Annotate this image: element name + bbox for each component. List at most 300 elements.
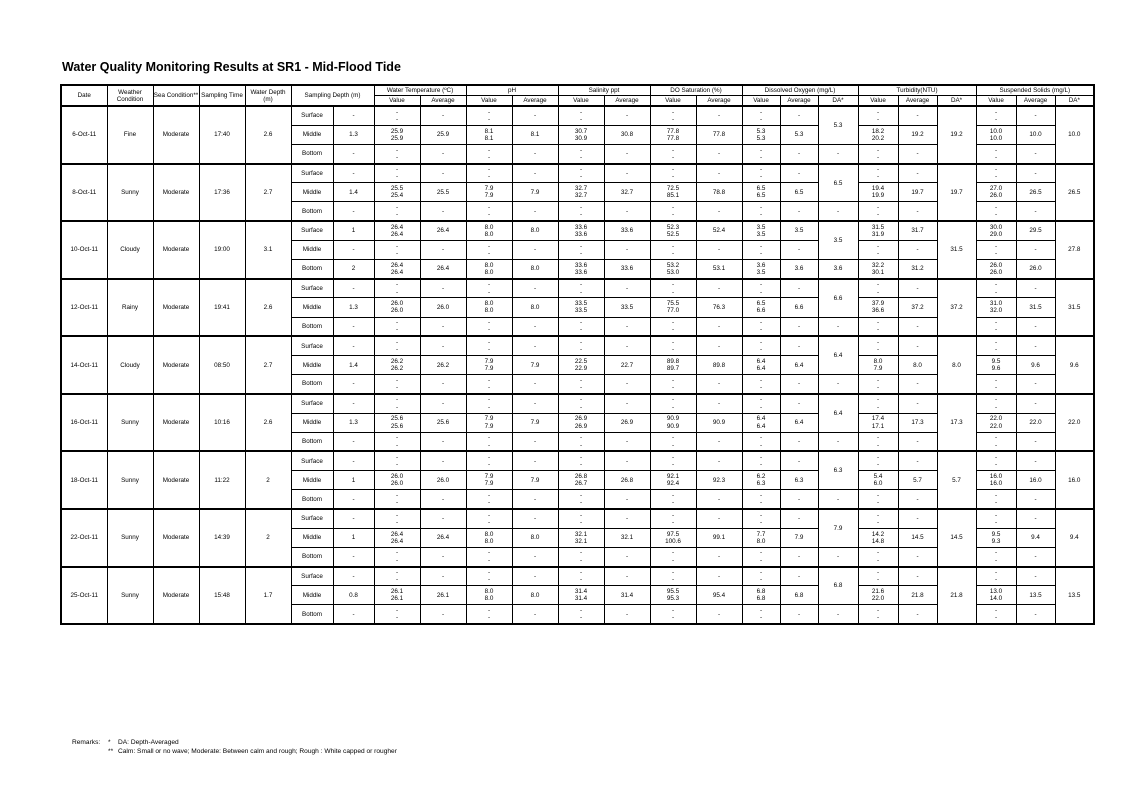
dox-value-cell: - - — [742, 451, 780, 470]
dox-da-cell: 6.6 — [818, 279, 858, 317]
ss-value-cell: 26.0 26.0 — [976, 260, 1016, 279]
ph-average-cell: - — [512, 317, 558, 336]
sampling-depth-cell: 1.4 — [333, 183, 374, 202]
turb-average-cell: - — [898, 375, 937, 394]
sal-value-cell: 26.9 26.9 — [558, 413, 604, 432]
ss-value-cell: 30.0 29.0 — [976, 221, 1016, 240]
dox-value-cell: 6.4 6.4 — [742, 413, 780, 432]
turb-value-cell: - - — [858, 509, 898, 528]
temp-average-cell: 26.2 — [420, 355, 466, 374]
turb-value-cell: 18.2 20.2 — [858, 125, 898, 144]
ss-average-cell: 16.0 — [1016, 471, 1055, 490]
dox-da-cell: - — [818, 317, 858, 336]
subcol-da: DA* — [1055, 96, 1094, 107]
temp-average-cell: 25.5 — [420, 183, 466, 202]
ss-average-cell: 26.5 — [1016, 183, 1055, 202]
turb-da-cell: 31.5 — [937, 221, 976, 279]
dox-value-cell: 6.4 6.4 — [742, 355, 780, 374]
temp-average-cell: 26.4 — [420, 221, 466, 240]
temp-average-cell: - — [420, 317, 466, 336]
turb-value-cell: 32.2 30.1 — [858, 260, 898, 279]
turb-da-cell: 5.7 — [937, 451, 976, 509]
dox-da-cell: 7.9 — [818, 509, 858, 547]
dox-value-cell: 6.5 6.5 — [742, 183, 780, 202]
turb-average-cell: 19.7 — [898, 183, 937, 202]
subcol-average: Average — [420, 96, 466, 107]
temp-value-cell: - - — [374, 567, 420, 586]
table-row — [61, 451, 1094, 470]
turb-da-cell: 37.2 — [937, 279, 976, 337]
dox-value-cell: 6.8 6.8 — [742, 586, 780, 605]
dosat-average-cell: - — [696, 394, 742, 413]
ss-average-cell: - — [1016, 394, 1055, 413]
water-depth-cell: 2 — [245, 509, 291, 567]
dox-value-cell: - - — [742, 509, 780, 528]
sal-average-cell: - — [604, 394, 650, 413]
dox-average-cell: - — [780, 567, 818, 586]
ss-da-cell: 9.6 — [1055, 336, 1094, 394]
sampling-level-label: Middle — [291, 528, 333, 547]
temp-average-cell: 26.0 — [420, 298, 466, 317]
ss-value-cell: - - — [976, 164, 1016, 183]
ph-value-cell: - - — [466, 240, 512, 259]
sampling-level-label: Surface — [291, 164, 333, 183]
temp-value-cell: - - — [374, 317, 420, 336]
turb-value-cell: - - — [858, 202, 898, 221]
turb-average-cell: 21.8 — [898, 586, 937, 605]
ss-average-cell: - — [1016, 605, 1055, 624]
dox-average-cell: - — [780, 605, 818, 624]
ph-average-cell: 8.0 — [512, 221, 558, 240]
ph-value-cell: 8.0 8.0 — [466, 298, 512, 317]
sal-value-cell: - - — [558, 605, 604, 624]
subcol-average: Average — [780, 96, 818, 107]
weather-cell: Sunny — [107, 451, 153, 509]
turb-average-cell: - — [898, 164, 937, 183]
dox-average-cell: - — [780, 375, 818, 394]
dox-da-cell: 6.8 — [818, 567, 858, 605]
turb-average-cell: 31.7 — [898, 221, 937, 240]
ph-average-cell: 8.0 — [512, 298, 558, 317]
dox-value-cell: - - — [742, 144, 780, 163]
turb-average-cell: - — [898, 605, 937, 624]
dox-average-cell: - — [780, 202, 818, 221]
ss-value-cell: - - — [976, 394, 1016, 413]
ss-value-cell: - - — [976, 605, 1016, 624]
subcol-value: Value — [466, 96, 512, 107]
sampling-level-label: Surface — [291, 221, 333, 240]
dosat-average-cell: 95.4 — [696, 586, 742, 605]
table-body — [61, 106, 1094, 624]
dosat-average-cell: - — [696, 202, 742, 221]
temp-value-cell: 26.4 26.4 — [374, 528, 420, 547]
weather-cell: Sunny — [107, 394, 153, 452]
temp-value-cell: - - — [374, 375, 420, 394]
temp-value-cell: - - — [374, 164, 420, 183]
turb-value-cell: 31.5 31.9 — [858, 221, 898, 240]
dox-average-cell: - — [780, 336, 818, 355]
temp-average-cell: - — [420, 490, 466, 509]
sea-condition-cell: Moderate — [153, 336, 199, 394]
dosat-average-cell: 77.8 — [696, 125, 742, 144]
dosat-value-cell: - - — [650, 317, 696, 336]
sampling-depth-cell: - — [333, 106, 374, 125]
temp-value-cell: 25.9 25.9 — [374, 125, 420, 144]
remark-mark: ** — [108, 748, 114, 755]
dox-da-cell: 6.4 — [818, 336, 858, 374]
ph-average-cell: 8.0 — [512, 260, 558, 279]
ss-value-cell: - - — [976, 490, 1016, 509]
sampling-level-label: Middle — [291, 125, 333, 144]
sal-value-cell: - - — [558, 317, 604, 336]
sampling-depth-cell: 1 — [333, 528, 374, 547]
table-row — [61, 336, 1094, 355]
temp-value-cell: 26.0 26.0 — [374, 471, 420, 490]
sal-average-cell: - — [604, 547, 650, 566]
dosat-average-cell: 92.3 — [696, 471, 742, 490]
sal-value-cell: - - — [558, 202, 604, 221]
ph-average-cell: 8.1 — [512, 125, 558, 144]
ph-value-cell: - - — [466, 144, 512, 163]
col-sampling-depth: Sampling Depth (m) — [291, 85, 374, 106]
ss-average-cell: 13.5 — [1016, 586, 1055, 605]
ss-value-cell: 10.0 10.0 — [976, 125, 1016, 144]
dosat-average-cell: - — [696, 279, 742, 298]
turb-value-cell: 14.2 14.8 — [858, 528, 898, 547]
dox-value-cell: - - — [742, 567, 780, 586]
ph-value-cell: - - — [466, 432, 512, 451]
date-cell: 14-Oct-11 — [61, 336, 107, 394]
ph-average-cell: - — [512, 240, 558, 259]
ph-value-cell: - - — [466, 375, 512, 394]
table-row — [61, 394, 1094, 413]
ss-value-cell: 13.0 14.0 — [976, 586, 1016, 605]
sampling-level-label: Bottom — [291, 144, 333, 163]
dox-average-cell: 5.3 — [780, 125, 818, 144]
dox-da-cell: - — [818, 202, 858, 221]
dosat-value-cell: - - — [650, 144, 696, 163]
subcol-average: Average — [512, 96, 558, 107]
turb-value-cell: - - — [858, 605, 898, 624]
ph-average-cell: 7.9 — [512, 183, 558, 202]
sal-value-cell: 32.7 32.7 — [558, 183, 604, 202]
sea-condition-cell: Moderate — [153, 221, 199, 279]
temp-average-cell: - — [420, 144, 466, 163]
sal-value-cell: - - — [558, 394, 604, 413]
ss-average-cell: - — [1016, 375, 1055, 394]
turb-value-cell: - - — [858, 547, 898, 566]
dosat-value-cell: - - — [650, 451, 696, 470]
ss-value-cell: - - — [976, 202, 1016, 221]
ss-da-cell: 10.0 — [1055, 106, 1094, 164]
ss-value-cell: - - — [976, 240, 1016, 259]
weather-cell: Rainy — [107, 279, 153, 337]
dosat-average-cell: - — [696, 509, 742, 528]
ph-value-cell: 8.0 8.0 — [466, 528, 512, 547]
dox-average-cell: - — [780, 317, 818, 336]
sampling-level-label: Middle — [291, 413, 333, 432]
ss-average-cell: - — [1016, 164, 1055, 183]
ss-value-cell: - - — [976, 144, 1016, 163]
remark-mark: * — [108, 739, 111, 746]
ph-average-cell: - — [512, 451, 558, 470]
dosat-value-cell: - - — [650, 547, 696, 566]
dosat-value-cell: - - — [650, 336, 696, 355]
temp-value-cell: 26.4 26.4 — [374, 260, 420, 279]
dosat-average-cell: 76.3 — [696, 298, 742, 317]
sal-value-cell: - - — [558, 144, 604, 163]
date-cell: 6-Oct-11 — [61, 106, 107, 164]
dosat-value-cell: 72.5 85.1 — [650, 183, 696, 202]
dox-value-cell: 7.7 8.0 — [742, 528, 780, 547]
sal-average-cell: 30.8 — [604, 125, 650, 144]
dosat-value-cell: - - — [650, 605, 696, 624]
dox-value-cell: - - — [742, 394, 780, 413]
water-depth-cell: 2.6 — [245, 394, 291, 452]
subcol-average: Average — [604, 96, 650, 107]
dox-da-cell: 6.5 — [818, 164, 858, 202]
dosat-average-cell: 78.8 — [696, 183, 742, 202]
ph-value-cell: - - — [466, 490, 512, 509]
ph-average-cell: - — [512, 144, 558, 163]
date-cell: 22-Oct-11 — [61, 509, 107, 567]
sampling-level-label: Surface — [291, 451, 333, 470]
dosat-average-cell: - — [696, 567, 742, 586]
table-header — [61, 85, 1094, 106]
ph-average-cell: - — [512, 432, 558, 451]
dox-value-cell: - - — [742, 317, 780, 336]
ss-da-cell: 13.5 — [1055, 567, 1094, 625]
temp-value-cell: - - — [374, 202, 420, 221]
dox-average-cell: 6.8 — [780, 586, 818, 605]
remark-row — [72, 738, 397, 747]
turb-da-cell: 17.3 — [937, 394, 976, 452]
sal-average-cell: - — [604, 317, 650, 336]
group-ph: pH — [466, 85, 558, 96]
dox-da-cell: 3.5 — [818, 221, 858, 259]
sampling-level-label: Surface — [291, 106, 333, 125]
water-depth-cell: 2 — [245, 451, 291, 509]
sal-average-cell: 33.5 — [604, 298, 650, 317]
temp-average-cell: - — [420, 547, 466, 566]
turb-average-cell: - — [898, 106, 937, 125]
weather-cell: Sunny — [107, 509, 153, 567]
sampling-time-cell: 10:16 — [199, 394, 245, 452]
ss-average-cell: - — [1016, 567, 1055, 586]
turb-average-cell: - — [898, 451, 937, 470]
subcol-value: Value — [650, 96, 696, 107]
sampling-time-cell: 17:36 — [199, 164, 245, 222]
sal-value-cell: 22.5 22.9 — [558, 355, 604, 374]
turb-value-cell: - - — [858, 144, 898, 163]
ss-da-cell: 9.4 — [1055, 509, 1094, 567]
sampling-level-label: Surface — [291, 567, 333, 586]
weather-cell: Sunny — [107, 164, 153, 222]
turb-average-cell: 37.2 — [898, 298, 937, 317]
temp-value-cell: - - — [374, 605, 420, 624]
dosat-value-cell: - - — [650, 279, 696, 298]
sampling-depth-cell: - — [333, 394, 374, 413]
ph-average-cell: - — [512, 547, 558, 566]
sampling-depth-cell: 1.3 — [333, 298, 374, 317]
ss-value-cell: 22.0 22.0 — [976, 413, 1016, 432]
ph-value-cell: - - — [466, 336, 512, 355]
ss-average-cell: - — [1016, 240, 1055, 259]
dox-da-cell: - — [818, 490, 858, 509]
turb-average-cell: - — [898, 202, 937, 221]
turb-average-cell: 19.2 — [898, 125, 937, 144]
sampling-level-label: Middle — [291, 183, 333, 202]
dox-da-cell: - — [818, 547, 858, 566]
subcol-average: Average — [1016, 96, 1055, 107]
table-row — [61, 509, 1094, 528]
group-dissolved-oxygen: Dissolved Oxygen (mg/L) — [742, 85, 858, 96]
ss-average-cell: - — [1016, 106, 1055, 125]
ph-value-cell: - - — [466, 279, 512, 298]
sampling-depth-cell: 1.3 — [333, 413, 374, 432]
dosat-value-cell: 75.5 77.0 — [650, 298, 696, 317]
dosat-value-cell: 89.8 89.7 — [650, 355, 696, 374]
temp-average-cell: 26.1 — [420, 586, 466, 605]
turb-average-cell: - — [898, 317, 937, 336]
dox-value-cell: - - — [742, 164, 780, 183]
sea-condition-cell: Moderate — [153, 164, 199, 222]
dosat-average-cell: - — [696, 144, 742, 163]
turb-da-cell: 8.0 — [937, 336, 976, 394]
date-cell: 18-Oct-11 — [61, 451, 107, 509]
temp-value-cell: 26.1 26.1 — [374, 586, 420, 605]
sampling-depth-cell: - — [333, 451, 374, 470]
ph-average-cell: - — [512, 202, 558, 221]
subcol-value: Value — [976, 96, 1016, 107]
dox-da-cell: - — [818, 605, 858, 624]
temp-value-cell: - - — [374, 279, 420, 298]
page-title: Water Quality Monitoring Results at SR1 - Mid-Flood Tide — [62, 60, 401, 74]
turb-value-cell: 5.4 6.0 — [858, 471, 898, 490]
turb-average-cell: - — [898, 144, 937, 163]
ph-average-cell: 8.0 — [512, 586, 558, 605]
ph-value-cell: - - — [466, 106, 512, 125]
sal-average-cell: - — [604, 605, 650, 624]
sampling-level-label: Middle — [291, 240, 333, 259]
dosat-value-cell: - - — [650, 202, 696, 221]
sampling-depth-cell: 1.4 — [333, 355, 374, 374]
subcol-da: DA* — [937, 96, 976, 107]
dosat-average-cell: - — [696, 375, 742, 394]
dosat-value-cell: - - — [650, 394, 696, 413]
turb-average-cell: 31.2 — [898, 260, 937, 279]
temp-average-cell: - — [420, 106, 466, 125]
sal-average-cell: - — [604, 240, 650, 259]
turb-value-cell: - - — [858, 317, 898, 336]
subcol-da: DA* — [818, 96, 858, 107]
ss-average-cell: - — [1016, 279, 1055, 298]
sampling-level-label: Bottom — [291, 490, 333, 509]
turb-value-cell: - - — [858, 394, 898, 413]
ph-average-cell: - — [512, 567, 558, 586]
sampling-depth-cell: - — [333, 605, 374, 624]
ph-average-cell: - — [512, 106, 558, 125]
sampling-depth-cell: - — [333, 336, 374, 355]
dox-average-cell: - — [780, 144, 818, 163]
dox-value-cell: 3.6 3.5 — [742, 260, 780, 279]
turb-value-cell: - - — [858, 106, 898, 125]
sampling-level-label: Surface — [291, 509, 333, 528]
ss-average-cell: - — [1016, 451, 1055, 470]
sampling-time-cell: 19:41 — [199, 279, 245, 337]
temp-average-cell: 25.6 — [420, 413, 466, 432]
sal-average-cell: 32.1 — [604, 528, 650, 547]
dox-da-cell: 3.6 — [818, 260, 858, 279]
sal-value-cell: - - — [558, 432, 604, 451]
dosat-average-cell: 53.1 — [696, 260, 742, 279]
sea-condition-cell: Moderate — [153, 279, 199, 337]
dosat-average-cell: 90.9 — [696, 413, 742, 432]
col-water-depth: Water Depth (m) — [245, 85, 291, 106]
sal-average-cell: - — [604, 432, 650, 451]
sal-value-cell: - - — [558, 547, 604, 566]
dox-average-cell: - — [780, 490, 818, 509]
sal-average-cell: 31.4 — [604, 586, 650, 605]
dox-average-cell: 6.5 — [780, 183, 818, 202]
sampling-level-label: Middle — [291, 586, 333, 605]
dosat-value-cell: - - — [650, 490, 696, 509]
ss-average-cell: 22.0 — [1016, 413, 1055, 432]
temp-value-cell: - - — [374, 509, 420, 528]
dox-average-cell: - — [780, 164, 818, 183]
temp-value-cell: - - — [374, 106, 420, 125]
dosat-value-cell: - - — [650, 375, 696, 394]
temp-average-cell: 26.4 — [420, 528, 466, 547]
ss-value-cell: - - — [976, 279, 1016, 298]
dosat-value-cell: - - — [650, 106, 696, 125]
dox-value-cell: - - — [742, 375, 780, 394]
dosat-value-cell: 77.8 77.8 — [650, 125, 696, 144]
dosat-average-cell: - — [696, 432, 742, 451]
date-cell: 12-Oct-11 — [61, 279, 107, 337]
ph-average-cell: - — [512, 279, 558, 298]
ss-average-cell: 31.5 — [1016, 298, 1055, 317]
dox-da-cell: - — [818, 144, 858, 163]
ss-da-cell: 22.0 — [1055, 394, 1094, 452]
turb-average-cell: - — [898, 336, 937, 355]
turb-value-cell: - - — [858, 164, 898, 183]
water-depth-cell: 2.7 — [245, 336, 291, 394]
ph-value-cell: - - — [466, 547, 512, 566]
dox-average-cell: 6.6 — [780, 298, 818, 317]
dox-value-cell: 6.2 6.3 — [742, 471, 780, 490]
turb-value-cell: - - — [858, 336, 898, 355]
turb-da-cell: 14.5 — [937, 509, 976, 567]
temp-value-cell: - - — [374, 394, 420, 413]
sal-value-cell: 32.1 32.1 — [558, 528, 604, 547]
turb-average-cell: - — [898, 240, 937, 259]
dox-average-cell: - — [780, 106, 818, 125]
ph-average-cell: 7.9 — [512, 355, 558, 374]
weather-cell: Fine — [107, 106, 153, 164]
turb-average-cell: - — [898, 509, 937, 528]
sampling-depth-cell: - — [333, 279, 374, 298]
dosat-average-cell: 89.8 — [696, 355, 742, 374]
sal-value-cell: - - — [558, 240, 604, 259]
ss-value-cell: 9.5 9.6 — [976, 355, 1016, 374]
dosat-value-cell: 92.1 92.4 — [650, 471, 696, 490]
dox-average-cell: - — [780, 394, 818, 413]
sal-average-cell: 26.9 — [604, 413, 650, 432]
dosat-average-cell: - — [696, 490, 742, 509]
ss-average-cell: - — [1016, 144, 1055, 163]
turb-average-cell: - — [898, 432, 937, 451]
